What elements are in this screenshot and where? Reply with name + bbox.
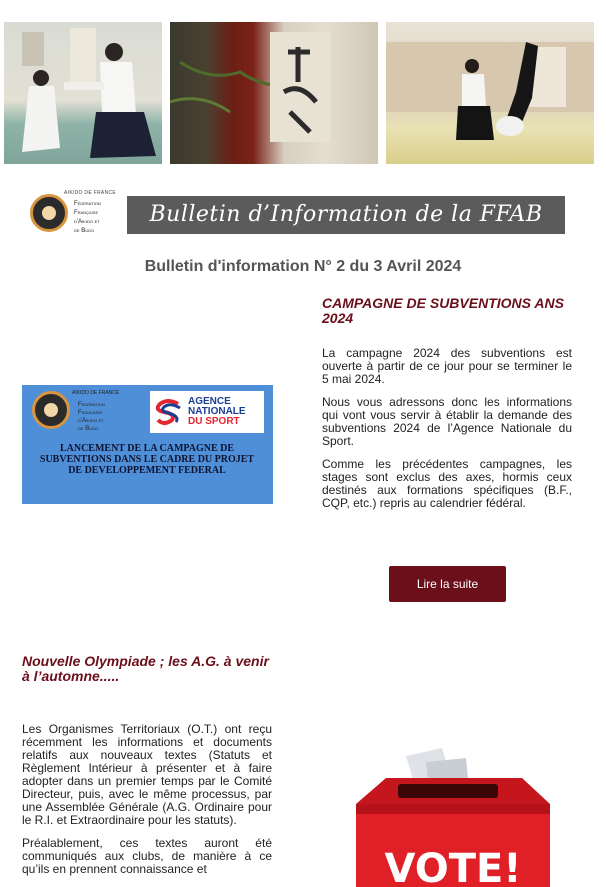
paragraph: Les Organismes Territoriaux (O.T.) ont reçu récemment les informations et documents relatifs aux nouveaux textes (Statuts et Règlement Intérieur à présenter et à faire adopter dans un premier temps par le Comité Directeur, puis, avec le même processus, par une Assemblée Générale (A.G. Ordinaire pour le R.I. et Extraordinaire pour les statuts).	[22, 722, 272, 827]
ans-campaign-image[interactable]	[22, 385, 273, 504]
read-more-button[interactable]: Lire la suite	[389, 566, 506, 602]
ballot-text: VOTE!	[384, 846, 522, 887]
aikido-throw-photo	[386, 22, 594, 164]
ballot-box-image	[346, 748, 554, 887]
ans-campaign-caption: LANCEMENT DE LA CAMPAGNE DE SUBVENTIONS DANS LE CADRE DU PROJET DE DEVELOPPEMENT FEDERAL	[39, 443, 255, 476]
ffab-logo-emblem	[30, 194, 68, 232]
section-body-subventions	[322, 347, 572, 520]
logo-top-line: AIKIDO DE FRANCE	[64, 190, 117, 196]
paragraph: Préalablement, ces textes auront été communiqués aux clubs, de manière à ce qu’ils en prennent connaissance et	[22, 836, 272, 876]
section-title-olympiade: Nouvelle Olympiade ; les A.G. à venir à l’automne.....	[22, 653, 269, 684]
paragraph: Comme les précédentes campagnes, les stages sont exclus des axes, hormis ceux destinés aux formations spécifiques (B.F., CQP, etc.) repris au calendrier fédéral.	[322, 457, 572, 510]
section-title-subventions: CAMPAGNE DE SUBVENTIONS ANS 2024	[322, 295, 564, 326]
paragraph: La campagne 2024 des subventions est ouverte à partir de ce jour pour se terminer le 5 mai 2024.	[322, 346, 572, 386]
logo-name: Fédération Française d'Aïkido et de Budo	[74, 201, 101, 234]
logo-top-line: AIKIDO DE FRANCE	[72, 390, 120, 396]
ffab-logo	[30, 190, 126, 238]
ans-name: AGENCE NATIONALE DU SPORT	[188, 396, 246, 427]
logo-name: Fédération Française d'Aïkido et de Budo	[78, 402, 105, 432]
paragraph: Nous vous adressons donc les informations qui vont vous servir à établir la demande des subventions 2024 de l’Agence Nationale du Sport.	[322, 395, 572, 448]
ans-logo	[150, 391, 264, 433]
page-title: Bulletin d'information N° 2 du 3 Avril 2024	[144, 258, 462, 275]
aikido-photo	[4, 22, 162, 164]
section-body-olympiade	[22, 723, 272, 886]
ffab-logo-emblem	[32, 391, 70, 429]
bulletin-banner: Bulletin d’Information de la FFAB	[127, 196, 565, 234]
calligraphy-photo	[170, 22, 378, 164]
